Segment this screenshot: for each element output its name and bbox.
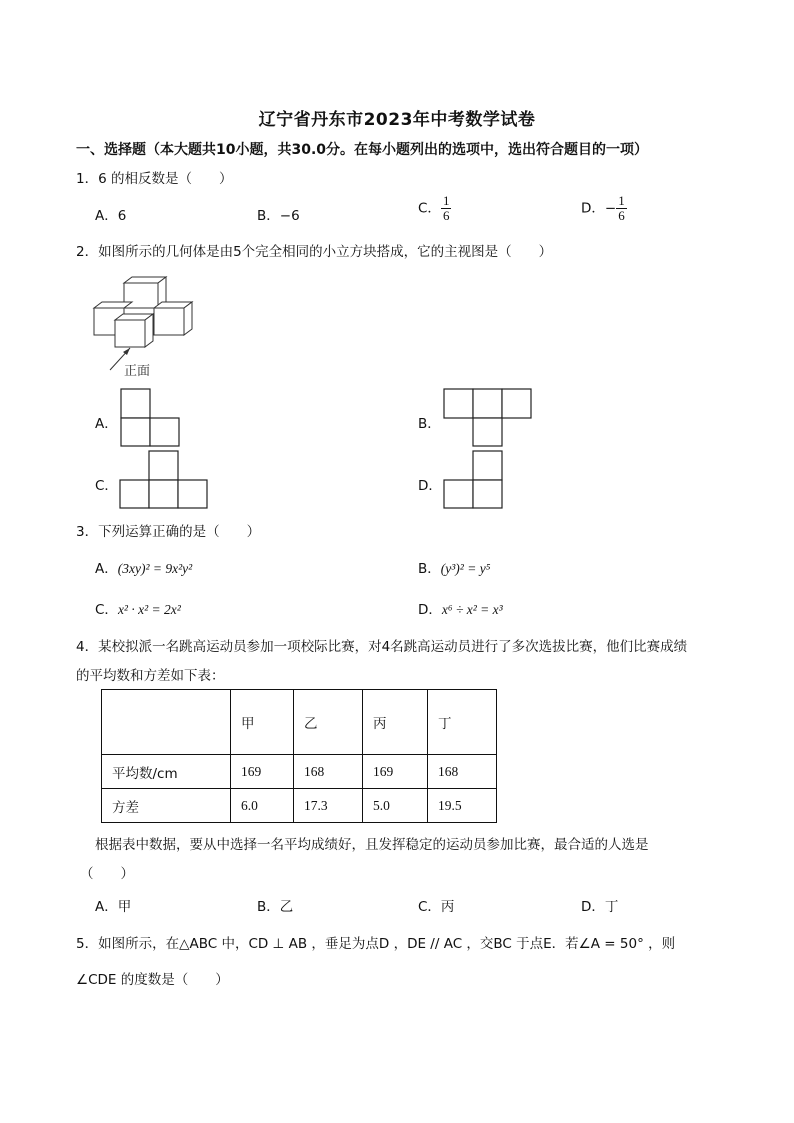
q3-option-d[interactable] <box>418 598 503 618</box>
q2-option-c-view <box>119 450 211 510</box>
question-3-stem: 3．下列运算正确的是（ ） <box>76 524 261 540</box>
q3-option-b-label: B． <box>418 561 441 577</box>
table-cell: 168 <box>428 755 497 789</box>
page-title: 辽宁省丹东市2023年中考数学试卷 <box>258 110 536 130</box>
q1-option-c[interactable] <box>418 194 451 223</box>
q1-option-b[interactable]: B．−6 <box>257 208 300 224</box>
table-cell: 平均数/cm <box>102 755 231 789</box>
front-label: 正面 <box>124 364 151 379</box>
section-heading: 一、选择题（本大题共10小题，共30.0分。在每小题列出的选项中，选出符合题目的一项） <box>76 142 649 158</box>
q1-option-d-label: D．− <box>581 200 617 217</box>
table-cell: 19.5 <box>428 789 497 823</box>
question-4-after-line1: 根据表中数据，要从中选择一名平均成绩好，且发挥稳定的运动员参加比赛，最合适的人选是 <box>95 837 649 853</box>
q2-option-d[interactable]: D． <box>418 478 442 494</box>
q4-option-d[interactable]: D．丁 <box>581 899 619 915</box>
q4-option-b[interactable]: B．乙 <box>257 899 294 915</box>
question-1-stem: 1．6 的相反数是（ ） <box>76 171 233 187</box>
q3-option-a-expr: (3xy)² = 9x²y² <box>117 561 193 576</box>
question-2-stem: 2．如图所示的几何体是由5个完全相同的小立方块搭成，它的主视图是（ ） <box>76 244 553 260</box>
q1-option-d[interactable] <box>581 194 627 223</box>
table-header-cell: 丙 <box>363 690 428 755</box>
q3-option-d-expr: x⁶ ÷ x² = x³ <box>441 602 503 617</box>
q2-option-c[interactable]: C． <box>95 478 118 494</box>
table-cell: 方差 <box>102 789 231 823</box>
table-header-cell <box>102 690 231 755</box>
score-table <box>101 689 497 823</box>
q3-option-a-label: A． <box>95 561 118 577</box>
table-header-cell: 乙 <box>294 690 363 755</box>
q3-option-c-label: C． <box>95 602 118 618</box>
q2-option-a[interactable]: A． <box>95 416 118 432</box>
table-cell: 5.0 <box>363 789 428 823</box>
table-row <box>102 755 497 789</box>
table-row <box>102 789 497 823</box>
q3-option-a[interactable] <box>95 557 192 577</box>
q1-option-c-label: C． <box>418 200 441 217</box>
q3-option-b[interactable] <box>418 557 490 577</box>
q4-option-c[interactable]: C．丙 <box>418 899 455 915</box>
question-4-stem-line2: 的平均数和方差如下表： <box>76 668 225 684</box>
q3-option-b-expr: (y³)² = y⁵ <box>440 561 491 576</box>
question-5-line2: ∠CDE 的度数是（ ） <box>76 972 229 988</box>
table-cell: 169 <box>231 755 294 789</box>
table-cell: 169 <box>363 755 428 789</box>
question-4-stem-line1: 4．某校拟派一名跳高运动员参加一项校际比赛，对4名跳高运动员进行了多次选拔比赛，他们比赛成绩 <box>76 639 688 655</box>
table-cell: 6.0 <box>231 789 294 823</box>
table-header-cell: 甲 <box>231 690 294 755</box>
q2-option-d-view <box>443 450 505 510</box>
question-4-after-line2: （ ） <box>80 866 134 882</box>
q3-option-d-label: D． <box>418 602 442 618</box>
q1-option-c-fraction: $\frac{1}{6}$ <box>442 193 450 223</box>
q2-option-b[interactable]: B． <box>418 416 441 432</box>
q1-option-a[interactable]: A．6 <box>95 208 127 224</box>
q1-option-d-fraction: $\frac{1}{6}$ <box>618 193 625 223</box>
table-cell: 168 <box>294 755 363 789</box>
q2-option-a-view <box>120 388 182 448</box>
q2-option-b-view <box>443 388 535 448</box>
table-header-row <box>102 690 497 755</box>
table-cell: 17.3 <box>294 789 363 823</box>
q3-option-c[interactable] <box>95 598 181 618</box>
table-header-cell: 丁 <box>428 690 497 755</box>
question-5-line1: 5．如图所示，在△ABC 中，CD ⊥ AB ，垂足为点D ，DE // AC ，交BC 于点E．若∠A = 50° ，则 <box>76 936 676 952</box>
q3-option-c-expr: x² · x² = 2x² <box>117 602 181 617</box>
q4-option-a[interactable]: A．甲 <box>95 899 132 915</box>
